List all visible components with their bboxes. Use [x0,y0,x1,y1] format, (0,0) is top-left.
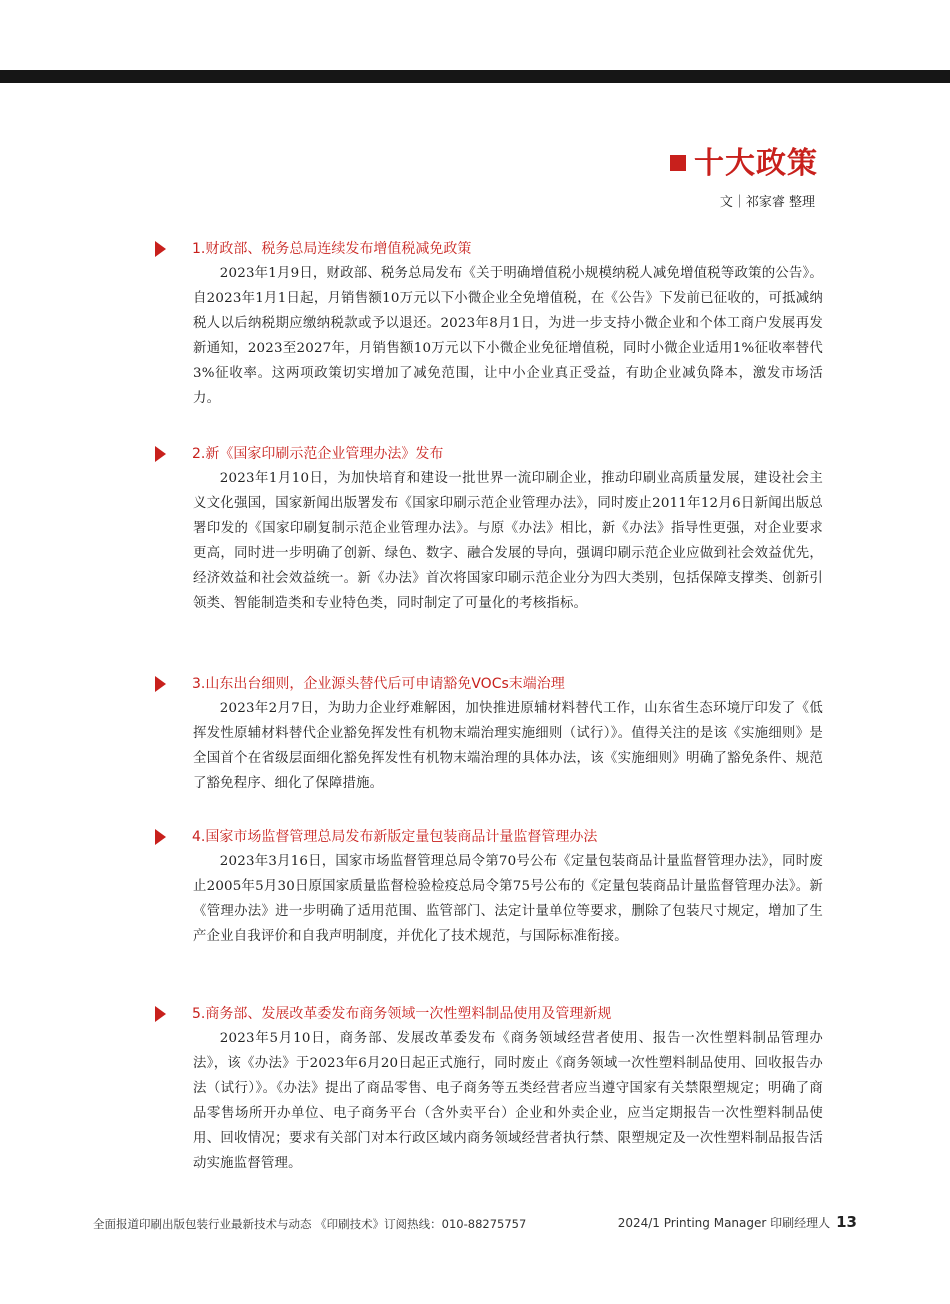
triangle-marker-icon [155,446,166,462]
section-body: 2023年2月7日，为助力企业纾难解困，加快推进原辅材料替代工作，山东省生态环境厅印发了《低挥发性原辅材料替代企业豁免挥发性有机物末端治理实施细则（试行）》。值得关注的是该《实施细则》是全国首个在省级层面细化豁免挥发性有机物末端治理的具体办法，该《实施细则》明确了豁免条件、规范了豁免程序、细化了保障措施。 [193,701,823,791]
column-title: 十大政策 [694,146,818,181]
column-header [670,138,818,182]
issue-label: 2024/1 Printing Manager 印刷经理人 [617,1216,831,1230]
triangle-marker-icon [155,829,166,845]
section-body: 2023年3月16日，国家市场监督管理总局令第70号公布《定量包装商品计量监督管理办法》，同时废止2005年5月30日原国家质量监督检验检疫总局令第75号公布的《定量包装商品计量监督管理办法》。新《管理办法》进一步明确了适用范围、监管部门、法定计量单位等要求，删除了包装尺寸规定，增加了生产企业自我评价和自我声明制度，并优化了技术规范，与国际标准衔接。 [193,854,823,944]
section-title: 1.财政部、税务总局连续发布增值税减免政策 [192,241,472,257]
triangle-marker-icon [155,676,166,692]
section-title: 2.新《国家印刷示范企业管理办法》发布 [192,446,444,462]
section-body: 2023年1月10日，为加快培育和建设一批世界一流印刷企业，推动印刷业高质量发展，建设社会主义文化强国，国家新闻出版署发布《国家印刷示范企业管理办法》，同时废止2011年12月6日新闻出版总署印发的《国家印刷复制示范企业管理办法》。与原《办法》相比，新《办法》指导性更强，对企业要求更高，同时进一步明确了创新、绿色、数字、融合发展的导向，强调印刷示范企业应做到社会效益优先，经济效益和社会效益统一。新《办法》首次将国家印刷示范企业分为四大类别，包括保障支撑类、创新引领类、智能制造类和专业特色类，同时制定了可量化的考核指标。 [193,471,823,611]
section-title: 4.国家市场监督管理总局发布新版定量包装商品计量监督管理办法 [192,829,598,845]
byline: 文｜祁家睿 整理 [719,195,815,210]
footer-issue-info [618,1213,857,1231]
section-title: 3.山东出台细则，企业源头替代后可申请豁免VOCs末端治理 [192,676,565,692]
section-title: 5.商务部、发展改革委发布商务领域一次性塑料制品使用及管理新规 [192,1006,612,1022]
triangle-marker-icon [155,241,166,257]
triangle-marker-icon [155,1006,166,1022]
section-body: 2023年1月9日，财政部、税务总局发布《关于明确增值税小规模纳税人减免增值税等政策的公告》。自2023年1月1日起，月销售额10万元以下小微企业全免增值税，在《公告》下发前已征收的，可抵减纳税人以后纳税期应缴纳税款或予以退还。2023年8月1日，为进一步支持小微企业和个体工商户发展再发新通知，2023至2027年，月销售额10万元以下小微企业免征增值税，同时小微企业适用1%征收率替代3%征收率。这两项政策切实增加了减免范围，让中小企业真正受益，有助企业减负降本，激发市场活力。 [193,266,823,406]
top-bar [0,70,950,83]
section-body: 2023年5月10日，商务部、发展改革委发布《商务领域经营者使用、报告一次性塑料制品管理办法》，该《办法》于2023年6月20日起正式施行，同时废止《商务领域一次性塑料制品使用、回收报告办法（试行）》。《办法》提出了商品零售、电子商务等五类经营者应当遵守国家有关禁限塑规定；明确了商品零售场所开办单位、电子商务平台（含外卖平台）企业和外卖企业，应当定期报告一次性塑料制品使用、回收情况；要求有关部门对本行政区域内商务领域经营者执行禁、限塑规定及一次性塑料制品报告活动实施监督管理。 [193,1031,823,1171]
footer-subscription-info: 全面报道印刷出版包装行业最新技术与动态 《印刷技术》订阅热线：010-88275757 [93,1217,527,1231]
red-square-icon [670,155,686,171]
page-number: 13 [836,1213,857,1231]
